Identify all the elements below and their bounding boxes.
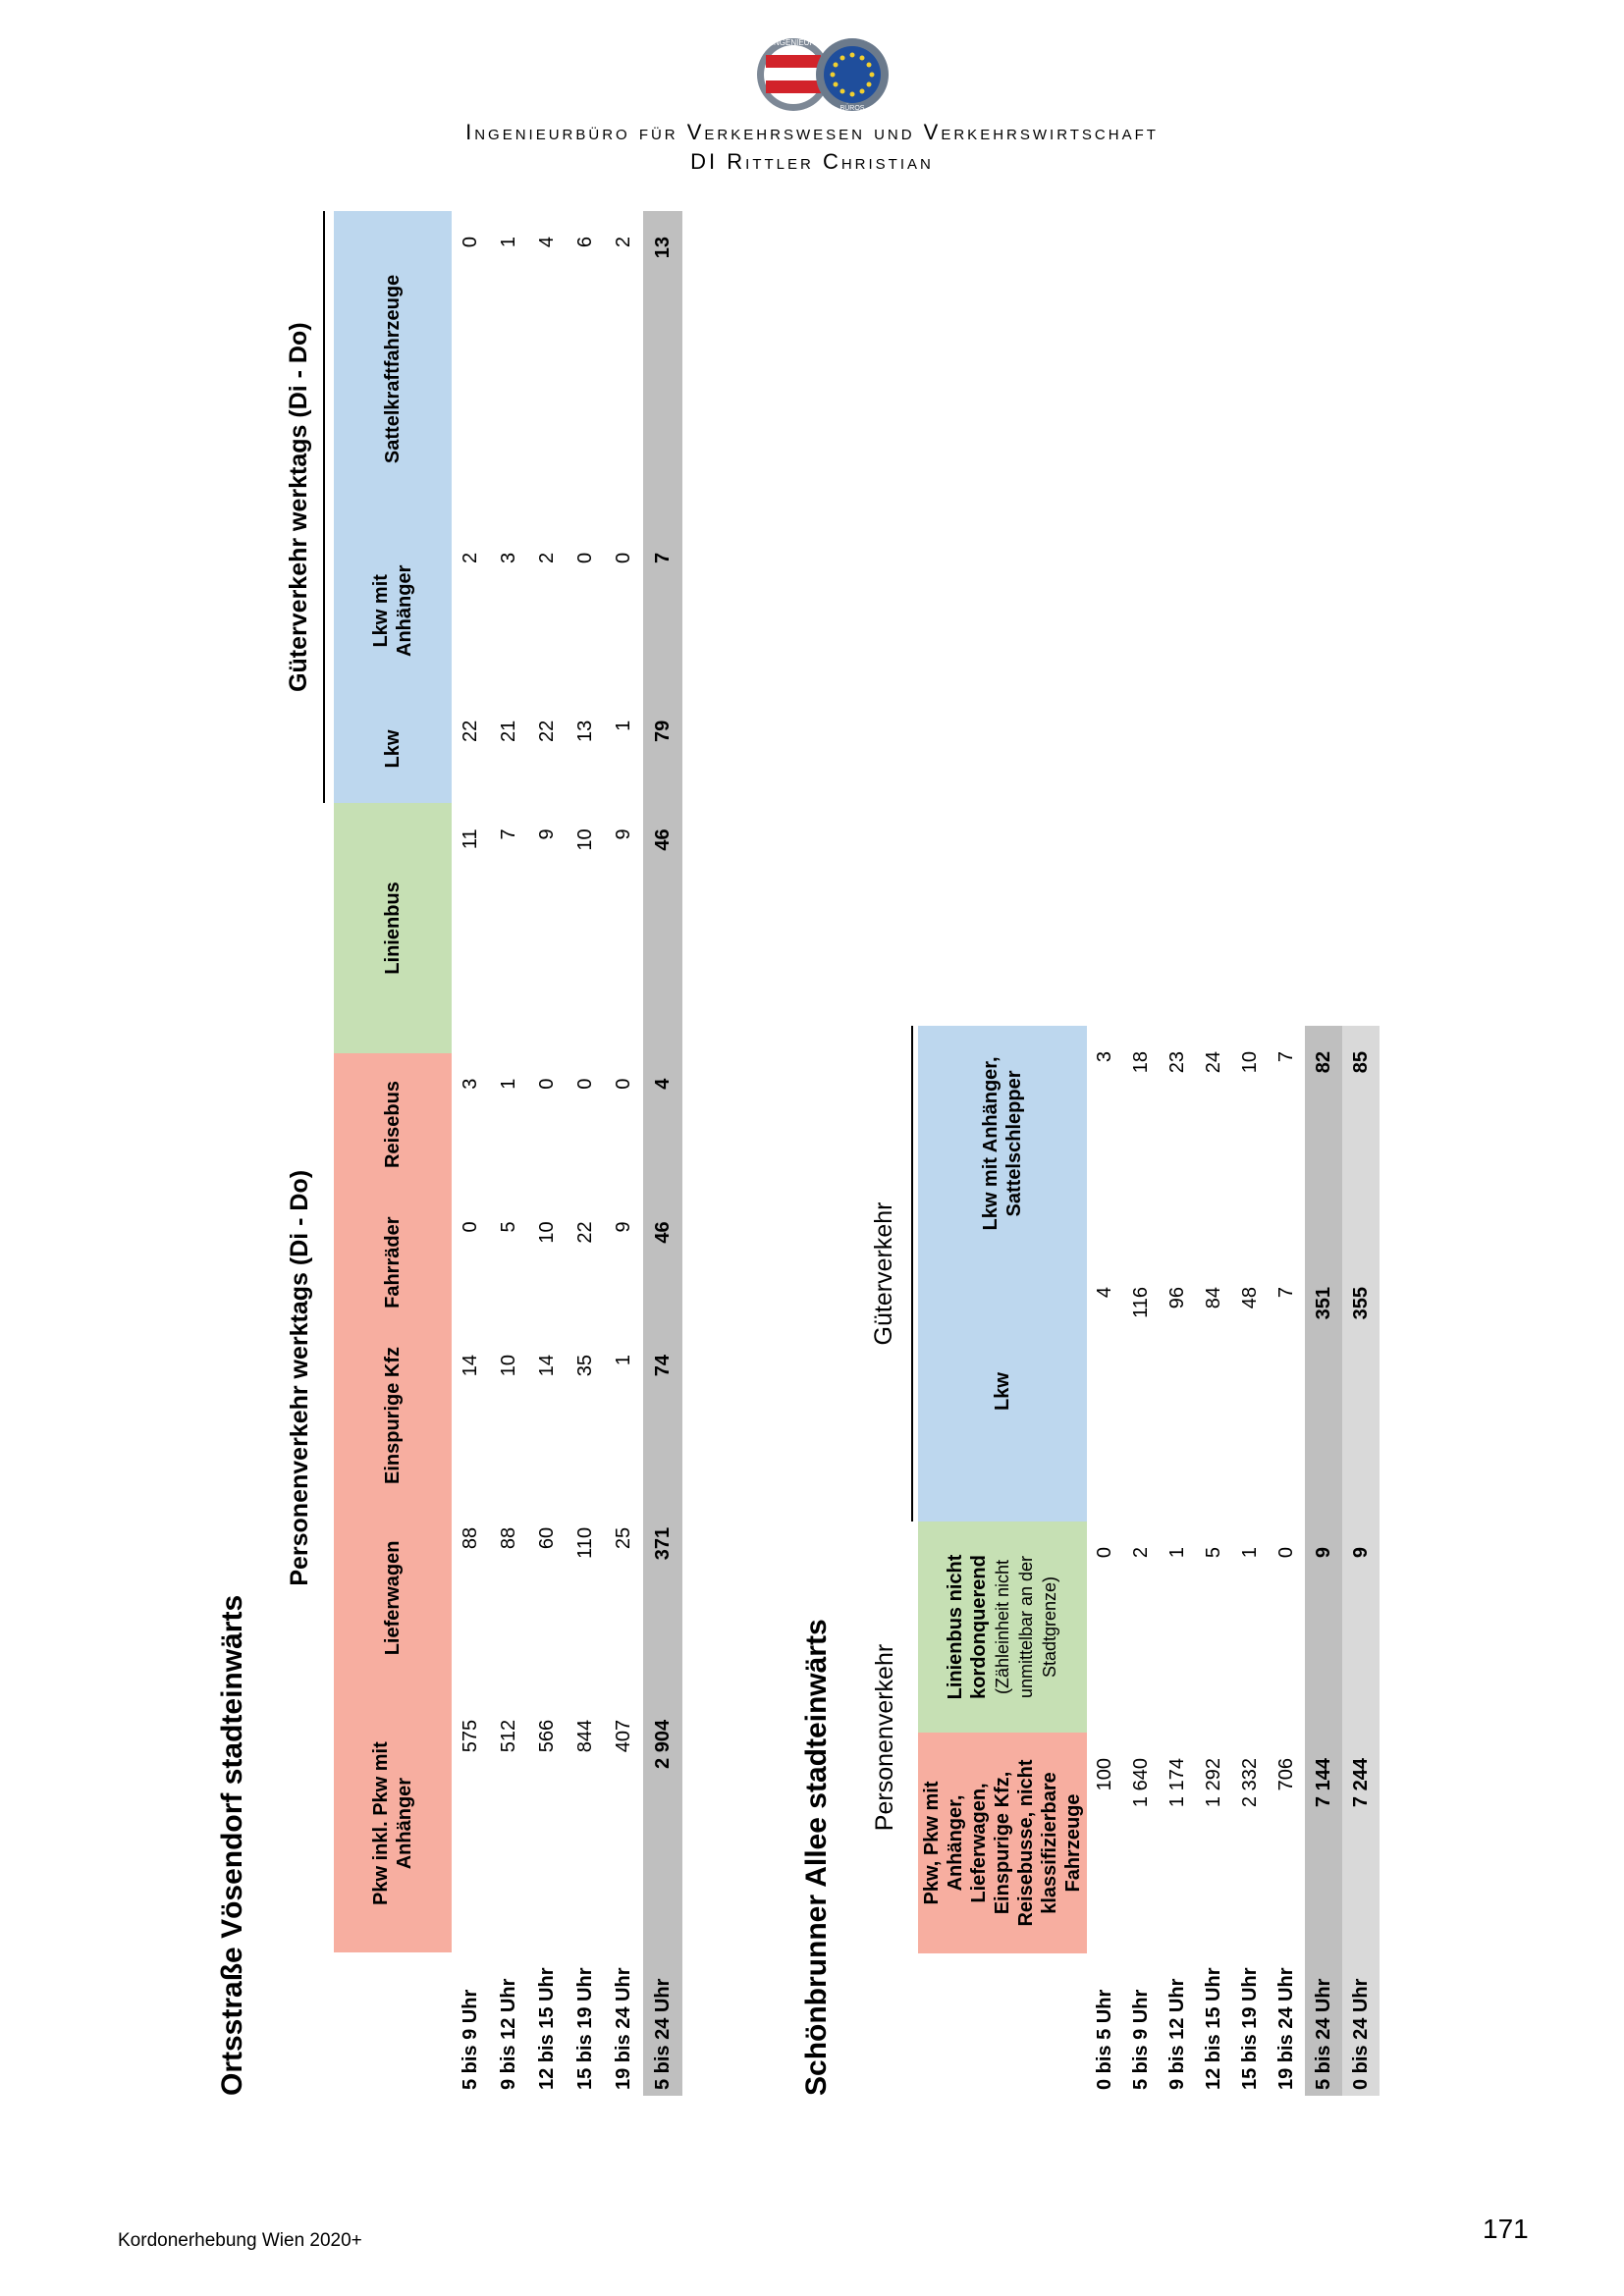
- logo-text-top: INGENIEUR: [771, 38, 816, 47]
- cell: 2 904: [651, 1719, 674, 1769]
- cell: 0: [460, 1221, 481, 1233]
- cell: 110: [574, 1526, 596, 1559]
- cell: 10: [498, 1355, 519, 1377]
- company-line-2: DI Rittler Christian: [690, 149, 934, 174]
- cell: 0: [1275, 1547, 1297, 1559]
- table1: [216, 211, 682, 2096]
- cell: 566: [536, 1719, 558, 1753]
- table-total-row: [643, 211, 682, 2096]
- linienbus-note: (Zähleinheit nicht unmittelbar an der Stadtgrenze): [993, 1555, 1059, 1699]
- row-label: 0 bis 5 Uhr: [1094, 1989, 1115, 2090]
- page-header: [0, 0, 1624, 187]
- cell: 5: [1203, 1547, 1224, 1559]
- cell: 11: [460, 828, 481, 850]
- cell: 9: [1349, 1547, 1372, 1559]
- row-label: 19 bis 24 Uhr: [613, 1967, 634, 2090]
- table-row: [1232, 1026, 1269, 2096]
- cell: 1 640: [1130, 1758, 1152, 1808]
- cell: 22: [460, 720, 481, 742]
- table-row: [1087, 1026, 1123, 2096]
- table1-header-row: [334, 211, 452, 2096]
- cell: 14: [460, 1355, 481, 1377]
- table2-group-gueter: Güterverkehr: [870, 1201, 897, 1346]
- cell: 371: [651, 1526, 674, 1561]
- cell: 9: [536, 828, 558, 840]
- cell: 60: [536, 1526, 558, 1550]
- cell: 7 244: [1349, 1758, 1372, 1808]
- row-label: 5 bis 9 Uhr: [460, 1989, 481, 2090]
- cell: 7 144: [1312, 1758, 1334, 1808]
- row-label: 9 bis 12 Uhr: [498, 1978, 519, 2090]
- cell: 82: [1312, 1050, 1334, 1074]
- cell: 0: [536, 1078, 558, 1090]
- cell: 407: [613, 1719, 634, 1753]
- cell: 2: [613, 237, 634, 248]
- cell: 13: [574, 720, 596, 742]
- row-label: 12 bis 15 Uhr: [536, 1967, 558, 2090]
- cell: 2 332: [1239, 1758, 1261, 1808]
- cell: 2: [1130, 1547, 1152, 1559]
- cell: 512: [498, 1719, 519, 1753]
- cell: 21: [498, 720, 519, 742]
- table1-title: Ortsstraße Vösendorf stadteinwärts: [216, 1594, 248, 2096]
- table-row: [452, 211, 490, 2096]
- table1-block: [216, 211, 682, 2096]
- cell: 5: [498, 1221, 519, 1233]
- cell: 9: [1312, 1547, 1334, 1559]
- row-label: 5 bis 9 Uhr: [1130, 1989, 1152, 2090]
- cell: 575: [460, 1719, 481, 1753]
- cell: 2: [460, 552, 481, 563]
- cell: 88: [460, 1526, 481, 1550]
- row-label: 12 bis 15 Uhr: [1203, 1967, 1224, 2090]
- cell: 24: [1203, 1050, 1224, 1074]
- cell: 844: [574, 1719, 596, 1753]
- cell: 100: [1094, 1758, 1115, 1791]
- table-row: [1269, 1026, 1305, 2096]
- footer-document-title: Kordonerhebung Wien 2020+: [118, 2230, 362, 2251]
- logo-text-bottom: BÜROS: [839, 105, 865, 112]
- cell: 1 292: [1203, 1758, 1224, 1808]
- row-label: 19 bis 24 Uhr: [1275, 1967, 1297, 2090]
- cell: 1: [1239, 1547, 1261, 1559]
- cell: 0: [613, 1078, 634, 1090]
- table-row: [528, 211, 567, 2096]
- cell: 79: [651, 720, 674, 742]
- cell: 2: [536, 552, 558, 563]
- cell: 10: [1239, 1050, 1261, 1074]
- cell: 3: [460, 1078, 481, 1090]
- cell: 1: [498, 237, 519, 248]
- row-label: 5 bis 24 Uhr: [651, 1978, 674, 2090]
- cell: 706: [1275, 1758, 1297, 1791]
- cell: 46: [651, 828, 674, 851]
- col-header-lkw: Lkw: [918, 1261, 1087, 1522]
- row-label: 5 bis 24 Uhr: [1312, 1978, 1334, 2090]
- cell: 116: [1130, 1287, 1152, 1318]
- col-header-einspurige-kfz: Einspurige Kfz: [334, 1329, 452, 1502]
- col-header-pkw-group: Pkw, Pkw mit Anhänger, Lieferwagen, Einspurige Kfz, Reisebusse, nicht klassifizierbare Fahrzeuge: [918, 1733, 1087, 1953]
- cell: 0: [574, 1078, 596, 1090]
- cell: 3: [498, 552, 519, 563]
- cell: 351: [1312, 1287, 1334, 1320]
- col-header-lieferwagen: Lieferwagen: [334, 1502, 452, 1694]
- cell: 6: [574, 237, 596, 248]
- cell: 10: [536, 1221, 558, 1244]
- table2-block: [800, 1026, 1380, 2096]
- cell: 0: [574, 552, 596, 563]
- col-header-lkw: Lkw: [334, 695, 452, 804]
- cell: 9: [613, 828, 634, 840]
- table-row: [567, 211, 605, 2096]
- table2-group-personen: Personenverkehr: [870, 1643, 898, 1832]
- table-row: [1196, 1026, 1232, 2096]
- cell: 355: [1349, 1287, 1372, 1320]
- table-total-row: [1342, 1026, 1380, 2096]
- cell: 85: [1349, 1050, 1372, 1074]
- cell: 1: [613, 1355, 634, 1366]
- cell: 13: [651, 237, 674, 259]
- cell: 84: [1203, 1287, 1224, 1309]
- linienbus-title: Linienbus nicht kordonquerend: [945, 1554, 990, 1700]
- cell: 25: [613, 1526, 634, 1550]
- cell: 0: [460, 237, 481, 248]
- table1-group-personen: Personenverkehr werktags (Di - Do): [285, 1169, 313, 1586]
- cell: 74: [651, 1355, 674, 1377]
- cell: 22: [574, 1221, 596, 1244]
- row-label: 9 bis 12 Uhr: [1166, 1978, 1188, 2090]
- cell: 14: [536, 1355, 558, 1377]
- cell: 48: [1239, 1287, 1261, 1309]
- cell: 1: [498, 1078, 519, 1090]
- row-label: 15 bis 19 Uhr: [574, 1967, 596, 2090]
- cell: 4: [651, 1078, 674, 1090]
- cell: 7: [651, 552, 674, 563]
- row-label: 0 bis 24 Uhr: [1349, 1978, 1372, 2090]
- table1-group-gueter: Güterverkehr werktags (Di - Do): [285, 322, 312, 692]
- col-header-fahrraeder: Fahrräder: [334, 1196, 452, 1329]
- cell: 10: [574, 828, 596, 851]
- company-line-1: Ingenieurbüro für Verkehrswesen und Verkehrswirtschaft: [465, 120, 1159, 144]
- cell: 7: [1275, 1050, 1297, 1063]
- col-header-sattelkraftfahrzeuge: Sattelkraftfahrzeuge: [334, 211, 452, 527]
- cell: 4: [1094, 1287, 1115, 1299]
- col-header-linienbus: Linienbus: [334, 803, 452, 1052]
- table2: [800, 1026, 1380, 2096]
- table-row: [605, 211, 643, 2096]
- col-header-linienbus-nicht-kordonquerend: [918, 1522, 1087, 1733]
- cell: 88: [498, 1526, 519, 1550]
- col-header-pkw: Pkw inkl. Pkw mit Anhänger: [334, 1694, 452, 1952]
- cell: 9: [613, 1221, 634, 1233]
- table-row: [1123, 1026, 1160, 2096]
- cell: 7: [1275, 1287, 1297, 1299]
- cell: 46: [651, 1221, 674, 1244]
- table-row: [490, 211, 528, 2096]
- row-label: 15 bis 19 Uhr: [1239, 1967, 1261, 2090]
- cell: 0: [1094, 1547, 1115, 1559]
- table-total-row: [1305, 1026, 1342, 2096]
- cell: 1: [1166, 1547, 1188, 1559]
- table-row: [1160, 1026, 1196, 2096]
- cell: 4: [536, 237, 558, 248]
- company-logo: [754, 35, 892, 114]
- cell: 7: [498, 828, 519, 840]
- cell: 3: [1094, 1050, 1115, 1063]
- cell: 35: [574, 1355, 596, 1377]
- cell: 0: [613, 552, 634, 563]
- page-number: 171: [1483, 2214, 1529, 2244]
- table2-header-row: [918, 1026, 1087, 2096]
- cell: 96: [1166, 1287, 1188, 1309]
- col-header-lkw-anhaenger-sattelschlepper: Lkw mit Anhänger, Sattelschlepper: [918, 1026, 1087, 1261]
- cell: 22: [536, 720, 558, 742]
- col-header-lkw-anhaenger: Lkw mit Anhänger: [334, 527, 452, 695]
- company-name: [0, 118, 1624, 177]
- cell: 23: [1166, 1050, 1188, 1074]
- cell: 1: [613, 720, 634, 731]
- cell: 1 174: [1166, 1758, 1188, 1808]
- col-header-reisebus: Reisebus: [334, 1053, 452, 1197]
- table2-title: Schönbrunner Allee stadteinwärts: [800, 1619, 833, 2096]
- cell: 18: [1130, 1050, 1152, 1074]
